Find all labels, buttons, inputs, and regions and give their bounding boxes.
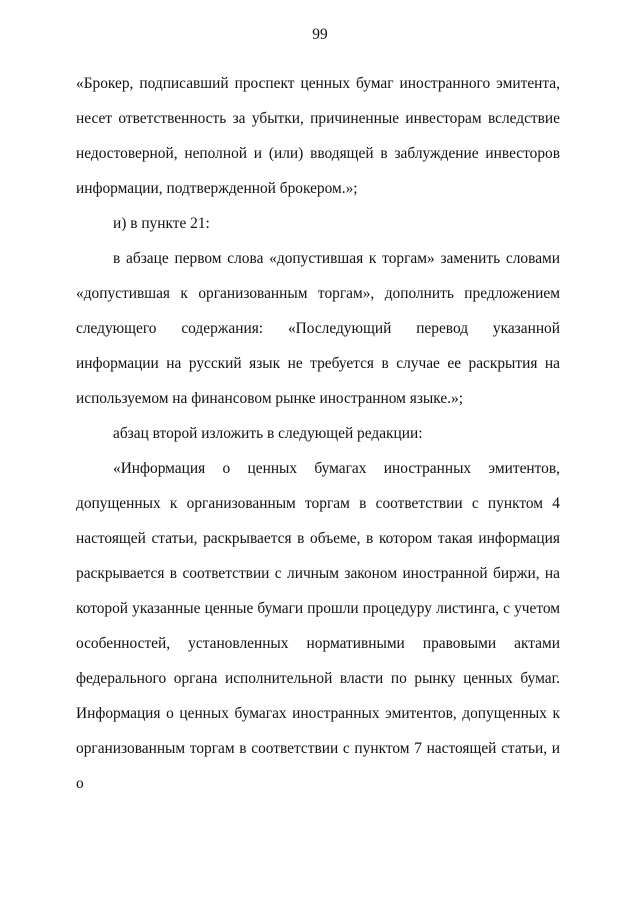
document-body — [76, 66, 560, 801]
paragraph-information-disclosure: «Информация о ценных бумагах иностранных эмитентов, допущенных к организованным торгам в соответствии с пунктом 4 настоящей статьи, раскрывается в объеме, в котором такая информация раскрывается в соответствии с личным законом иностранной биржи, на которой указанные ценные бумаги прошли процедуру листинга, с учетом особенностей, установленных нормативными правовыми актами федерального органа исполнительной власти по рынку ценных бумаг. Информация о ценных бумагах иностранных эмитентов, допущенных к организованным торгам в соответствии с пунктом 7 настоящей статьи, и о — [76, 460, 560, 792]
paragraph-broker-liability: «Брокер, подписавший проспект ценных бумаг иностранного эмитента, несет ответственность за убытки, причиненные инвесторам вследствие недостоверной, неполной и (или) вводящей в заблуждение инвесторов информации, подтвержденной брокером.»; — [76, 75, 560, 197]
page-number: 99 — [312, 26, 328, 43]
paragraph-first-abzac-amendment: в абзаце первом слова «допустившая к торгам» заменить словами «допустившая к организованным торгам», дополнить предложением следующего содержания: «Последующий перевод указанной информации на русский язык не требуется в случае ее раскрытия на используемом на финансовом рынке иностранном языке.»; — [76, 250, 560, 407]
paragraph-point-21-heading: и) в пункте 21: — [113, 215, 210, 232]
paragraph-second-abzac-heading: абзац второй изложить в следующей редакции: — [113, 425, 423, 442]
